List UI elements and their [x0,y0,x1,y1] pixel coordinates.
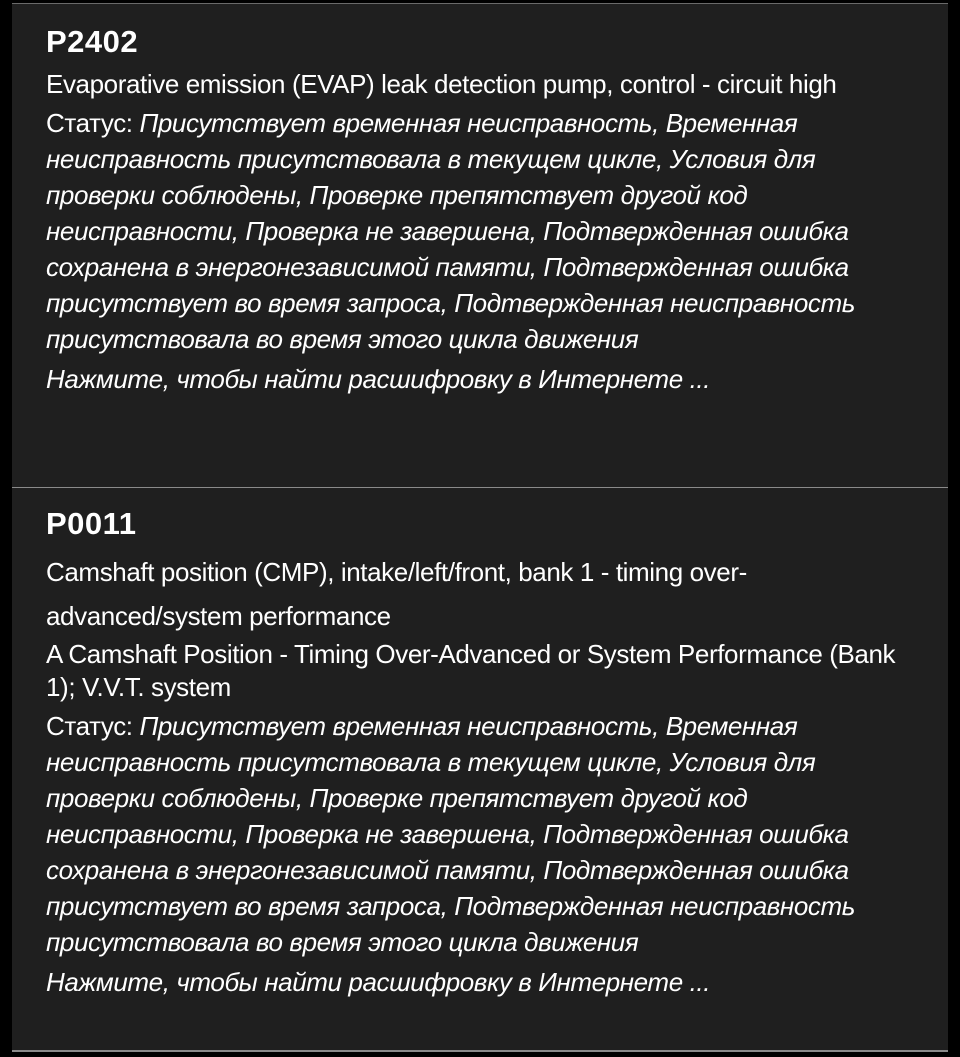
error-description: Camshaft position (CMP), intake/left/front, bank 1 - timing over-advanced/system performance [46,557,747,631]
error-description: Evaporative emission (EVAP) leak detection pump, control - circuit high [46,69,837,99]
search-online-link[interactable]: Нажмите, чтобы найти расшифровку в Интернете ... [46,967,711,997]
status-value: Присутствует временная неисправность, Временная неисправность присутствовала в текущем цикле, Условия для проверки соблюдены, Проверке препятствует другой код неисправности, Проверка не завершена, Подтвержденная ошибка сохранена в энергонезависимой памяти, Подтвержденная ошибка присутствует во время запроса, Подтвержденная неисправность присутствовала во время этого цикла движения [46,711,856,957]
error-code: P2402 [46,24,139,59]
error-card-p2402[interactable] [12,3,948,487]
error-card-p0011[interactable] [12,487,948,1052]
error-code: P0011 [46,506,137,541]
error-status [46,105,928,357]
status-label: Статус: [46,108,140,138]
search-online-link[interactable]: Нажмите, чтобы найти расшифровку в Интернете ... [46,364,711,394]
status-label: Статус: [46,711,140,741]
error-status [46,708,928,960]
error-extra-description: A Camshaft Position - Timing Over-Advanced or System Performance (Bank 1); V.V.T. system [46,639,896,702]
status-value: Присутствует временная неисправность, Временная неисправность присутствовала в текущем цикле, Условия для проверки соблюдены, Проверке препятствует другой код неисправности, Проверка не завершена, Подтвержденная ошибка сохранена в энергонезависимой памяти, Подтвержденная ошибка присутствует во время запроса, Подтвержденная неисправность присутствовала во время этого цикла движения [46,108,856,354]
